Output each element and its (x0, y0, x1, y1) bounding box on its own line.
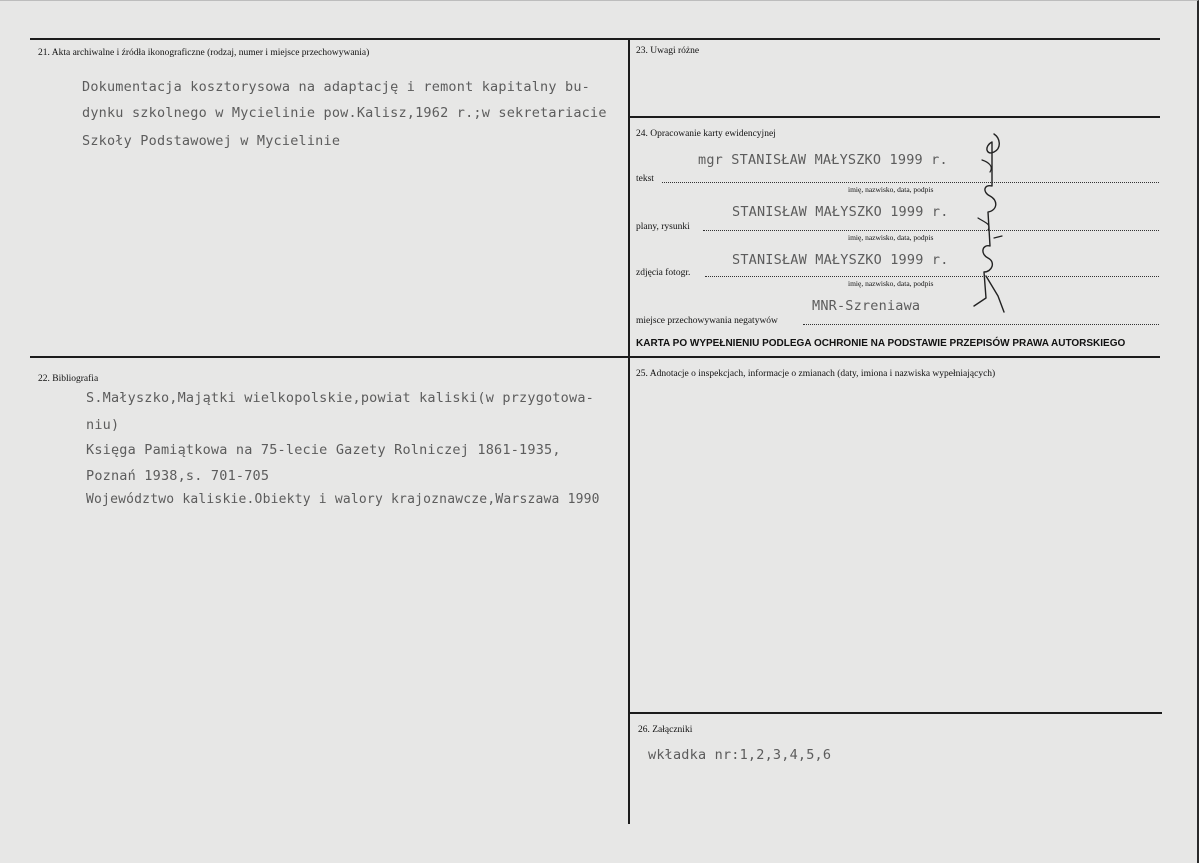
copyright-notice: KARTA PO WYPEŁNIENIU PODLEGA OCHRONIE NA PODSTAWIE PRZEPISÓW PRAWA AUTORSKIEGO (636, 338, 1126, 349)
section24-photos-hint: imię, nazwisko, data, podpis (848, 279, 934, 288)
section24-photos-dots (705, 276, 1159, 277)
section24-photos-value: STANISŁAW MAŁYSZKO 1999 r. (732, 252, 949, 268)
section24-plans-value: STANISŁAW MAŁYSZKO 1999 r. (732, 204, 949, 220)
handwritten-signature (964, 126, 1008, 316)
column-divider (628, 38, 630, 824)
section21-label: 21. Akta archiwalne i źródła ikonograficzne (rodzaj, numer i miejsce przechowywania) (38, 48, 370, 58)
section21-line-3: Szkoły Podstawowej w Mycielinie (82, 133, 341, 149)
section23-label: 23. Uwagi różne (636, 46, 700, 56)
section24-photos-label: zdjęcia fotogr. (636, 268, 691, 278)
section24-plans-label: plany, rysunki (636, 222, 690, 232)
section22-line-5: Województwo kaliskie.Obiekty i walory krajoznawcze,Warszawa 1990 (86, 492, 600, 507)
section26-rule (630, 712, 1162, 714)
section21-line-1: Dokumentacja kosztorysowa na adaptację i remont kapitalny bu- (82, 79, 590, 95)
section21-line-2: dynku szkolnego w Mycielinie pow.Kalisz,1962 r.;w sekretariacie (82, 105, 607, 121)
section24-label: 24. Opracowanie karty ewidencyjnej (636, 129, 776, 139)
section25-label: 25. Adnotacje o inspekcjach, informacje o zmianach (daty, imiona i nazwiska wypełniających) (636, 369, 996, 379)
section22-line-2: niu) (86, 417, 120, 433)
section22-label: 22. Bibliografia (38, 374, 99, 384)
section24-negatives-value: MNR-Szreniawa (812, 298, 921, 314)
section22-line-1: S.Małyszko,Majątki wielkopolskie,powiat kaliski(w przygotowa- (86, 390, 594, 406)
section24-negatives-label: miejsce przechowywania negatywów (636, 316, 778, 326)
section26-label: 26. Załączniki (638, 725, 693, 735)
section24-plans-dots (703, 230, 1159, 231)
section24-rule (630, 116, 1160, 118)
section24-text-dots (662, 182, 1159, 183)
section24-negatives-dots (803, 324, 1159, 325)
section24-text-value: mgr STANISŁAW MAŁYSZKO 1999 r. (698, 152, 948, 168)
section22-line-4: Poznań 1938,s. 701-705 (86, 468, 270, 484)
top-rule (30, 38, 1160, 40)
section22-line-3: Księga Pamiątkowa na 75-lecie Gazety Rolniczej 1861-1935, (86, 442, 561, 458)
section24-plans-hint: imię, nazwisko, data, podpis (848, 233, 934, 242)
section24-text-hint: imię, nazwisko, data, podpis (848, 185, 934, 194)
section26-value: wkładka nr:1,2,3,4,5,6 (648, 747, 832, 763)
middle-rule (30, 356, 1160, 358)
section24-text-label: tekst (636, 174, 654, 184)
